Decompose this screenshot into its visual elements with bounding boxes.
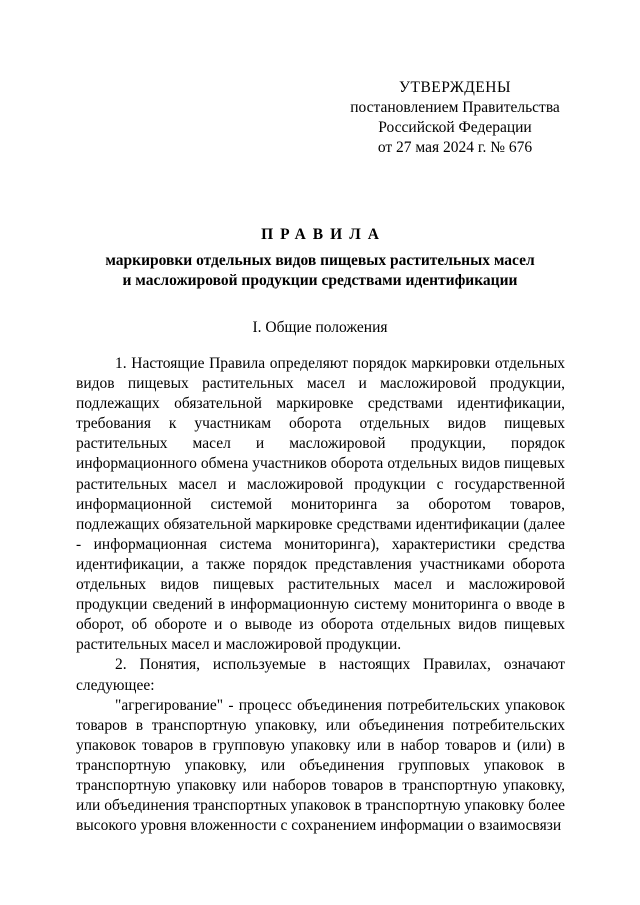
section-heading: I. Общие положения [252, 319, 388, 336]
subtitle-line-2: и масложировой продукции средствами идентификации [122, 272, 518, 289]
approval-heading: УТВЕРЖДЕНЫ [399, 79, 511, 96]
document-subtitle [60, 251, 580, 291]
document-title: ПРАВИЛА [261, 226, 386, 243]
paragraph-2: 2. Понятия, используемые в настоящих Правилах, означают следующее: [76, 656, 565, 694]
subtitle-line-1: маркировки отдельных видов пищевых растительных масел [105, 252, 535, 269]
paragraph-3: "агрегирование" - процесс объединения потребительских упаковок товаров в транспортную упаковку, или объединения потребительских упаковок товаров в групповую упаковку или в набор товаров и (или) в транспортную упаковку, или объединения групповых упаковок в транспортную упаковку или наборов товаров в транспортную упаковку, или объединения транспортных упаковок в транспортную упаковку более высокого уровня вложенности с сохранением информации о взаимосвязи [76, 696, 565, 835]
approval-line-1: постановлением Правительства [350, 99, 560, 116]
paragraph-1: 1. Настоящие Правила определяют порядок маркировки отдельных видов пищевых растительных масел и масложировой продукции, подлежащих обязательной маркировке средствами идентификации, требования к участникам оборота отдельных видов пищевых растительных масел и масложировой продукции, порядок информационного обмена участников оборота отдельных видов пищевых растительных масел и масложировой продукции с государственной информационной системой мониторинга за оборотом товаров, подлежащих обязательной маркировке средствами идентификации (далее - информационная система мониторинга), характеристики средства идентификации, а также порядок представления участниками оборота отдельных видов пищевых растительных масел и масложировой продукции сведений в информационную систему мониторинга о вводе в оборот, об обороте и о выводе из оборота отдельных видов пищевых растительных масел и масложировой продукции. [76, 355, 565, 654]
section-body [76, 354, 565, 836]
approval-block [330, 78, 580, 158]
approval-line-2: Российской Федерации [378, 119, 532, 136]
approval-line-3: от 27 мая 2024 г. № 676 [377, 139, 533, 156]
